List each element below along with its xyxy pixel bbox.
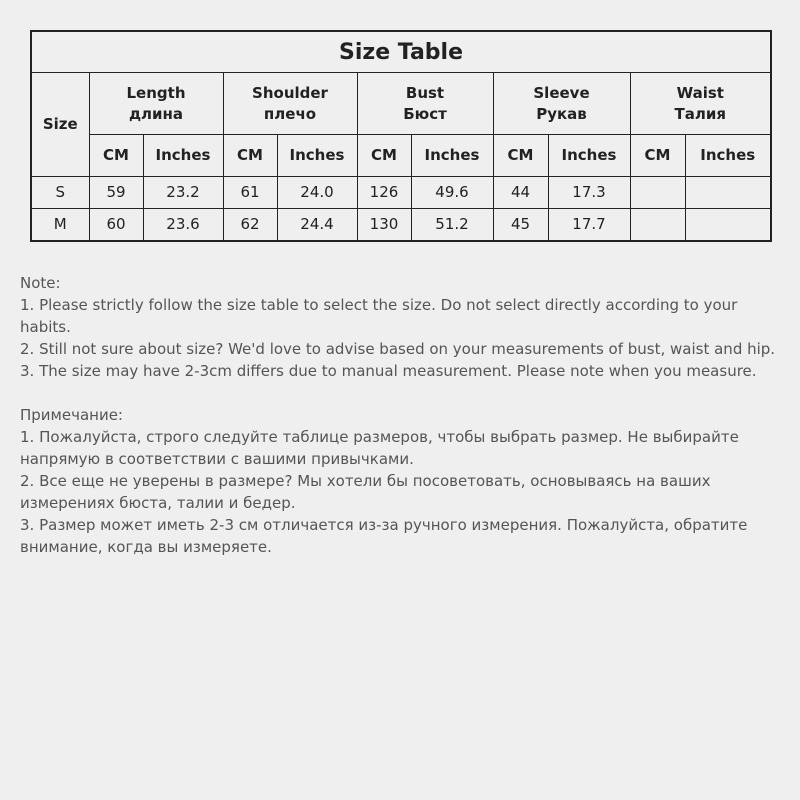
notes-section — [20, 272, 785, 558]
table-cell: 51.2 — [411, 209, 493, 241]
table-cell: 17.7 — [548, 209, 630, 241]
group-header-en: Bust — [405, 83, 445, 102]
table-cell: 59 — [89, 177, 143, 209]
size-cell: S — [31, 177, 89, 209]
unit-cm-header: CM — [89, 135, 143, 177]
note-item-ru: 1. Пожалуйста, строго следуйте таблице размеров, чтобы выбрать размер. Не выбирайте напрямую в соответствии с вашими привычками. — [20, 428, 739, 468]
table-cell: 49.6 — [411, 177, 493, 209]
group-header-waist — [630, 73, 771, 135]
unit-inches-header: Inches — [548, 135, 630, 177]
unit-inches-header: Inches — [685, 135, 771, 177]
size-table — [30, 30, 772, 242]
unit-inches-header: Inches — [143, 135, 223, 177]
table-cell: 60 — [89, 209, 143, 241]
table-cell: 23.2 — [143, 177, 223, 209]
table-cell — [685, 209, 771, 241]
table-cell — [630, 177, 685, 209]
table-cell: 126 — [357, 177, 411, 209]
table-cell: 44 — [493, 177, 548, 209]
group-header-bust — [357, 73, 493, 135]
group-header-ru: Рукав — [536, 104, 587, 123]
group-header-ru: плечо — [263, 104, 317, 123]
table-cell: 61 — [223, 177, 277, 209]
note-item-ru: 2. Все еще не уверены в размере? Мы хотели бы посоветовать, основываясь на ваших измерениях бюста, талии и бедер. — [20, 472, 711, 512]
unit-cm-header: CM — [223, 135, 277, 177]
note-item-ru: 3. Размер может иметь 2-3 см отличается из-за ручного измерения. Пожалуйста, обратите внимание, когда вы измеряете. — [20, 516, 748, 556]
unit-cm-header: CM — [357, 135, 411, 177]
unit-cm-header: CM — [630, 135, 685, 177]
group-header-en: Length — [126, 83, 186, 102]
group-header-ru: длина — [128, 104, 184, 123]
group-header-en: Shoulder — [252, 83, 328, 102]
size-cell: M — [31, 209, 89, 241]
table-title: Size Table — [31, 31, 771, 73]
table-row — [31, 177, 771, 209]
size-header: Size — [31, 73, 89, 177]
table-row — [31, 209, 771, 241]
group-header-en: Waist — [676, 83, 724, 102]
note-item-en: 2. Still not sure about size? We'd love to advise based on your measurements of bust, waist and hip. — [20, 340, 776, 358]
unit-cm-header: CM — [493, 135, 548, 177]
table-cell: 45 — [493, 209, 548, 241]
table-cell: 23.6 — [143, 209, 223, 241]
table-cell: 24.0 — [277, 177, 357, 209]
note-item-en: 1. Please strictly follow the size table to select the size. Do not select directly according to your habits. — [20, 296, 738, 336]
group-header-sleeve — [493, 73, 630, 135]
group-header-en: Sleeve — [533, 83, 590, 102]
notes-heading-ru: Примечание: — [20, 406, 123, 424]
table-cell — [685, 177, 771, 209]
table-cell: 24.4 — [277, 209, 357, 241]
group-header-ru: Талия — [674, 104, 726, 123]
table-cell — [630, 209, 685, 241]
unit-inches-header: Inches — [277, 135, 357, 177]
group-header-shoulder — [223, 73, 357, 135]
notes-spacer — [20, 382, 785, 404]
table-cell: 130 — [357, 209, 411, 241]
notes-heading-en: Note: — [20, 274, 61, 292]
group-header-ru: Бюст — [403, 104, 447, 123]
unit-inches-header: Inches — [411, 135, 493, 177]
group-header-length — [89, 73, 223, 135]
table-cell: 17.3 — [548, 177, 630, 209]
table-cell: 62 — [223, 209, 277, 241]
note-item-en: 3. The size may have 2-3cm differs due to manual measurement. Please note when you measure. — [20, 362, 757, 380]
